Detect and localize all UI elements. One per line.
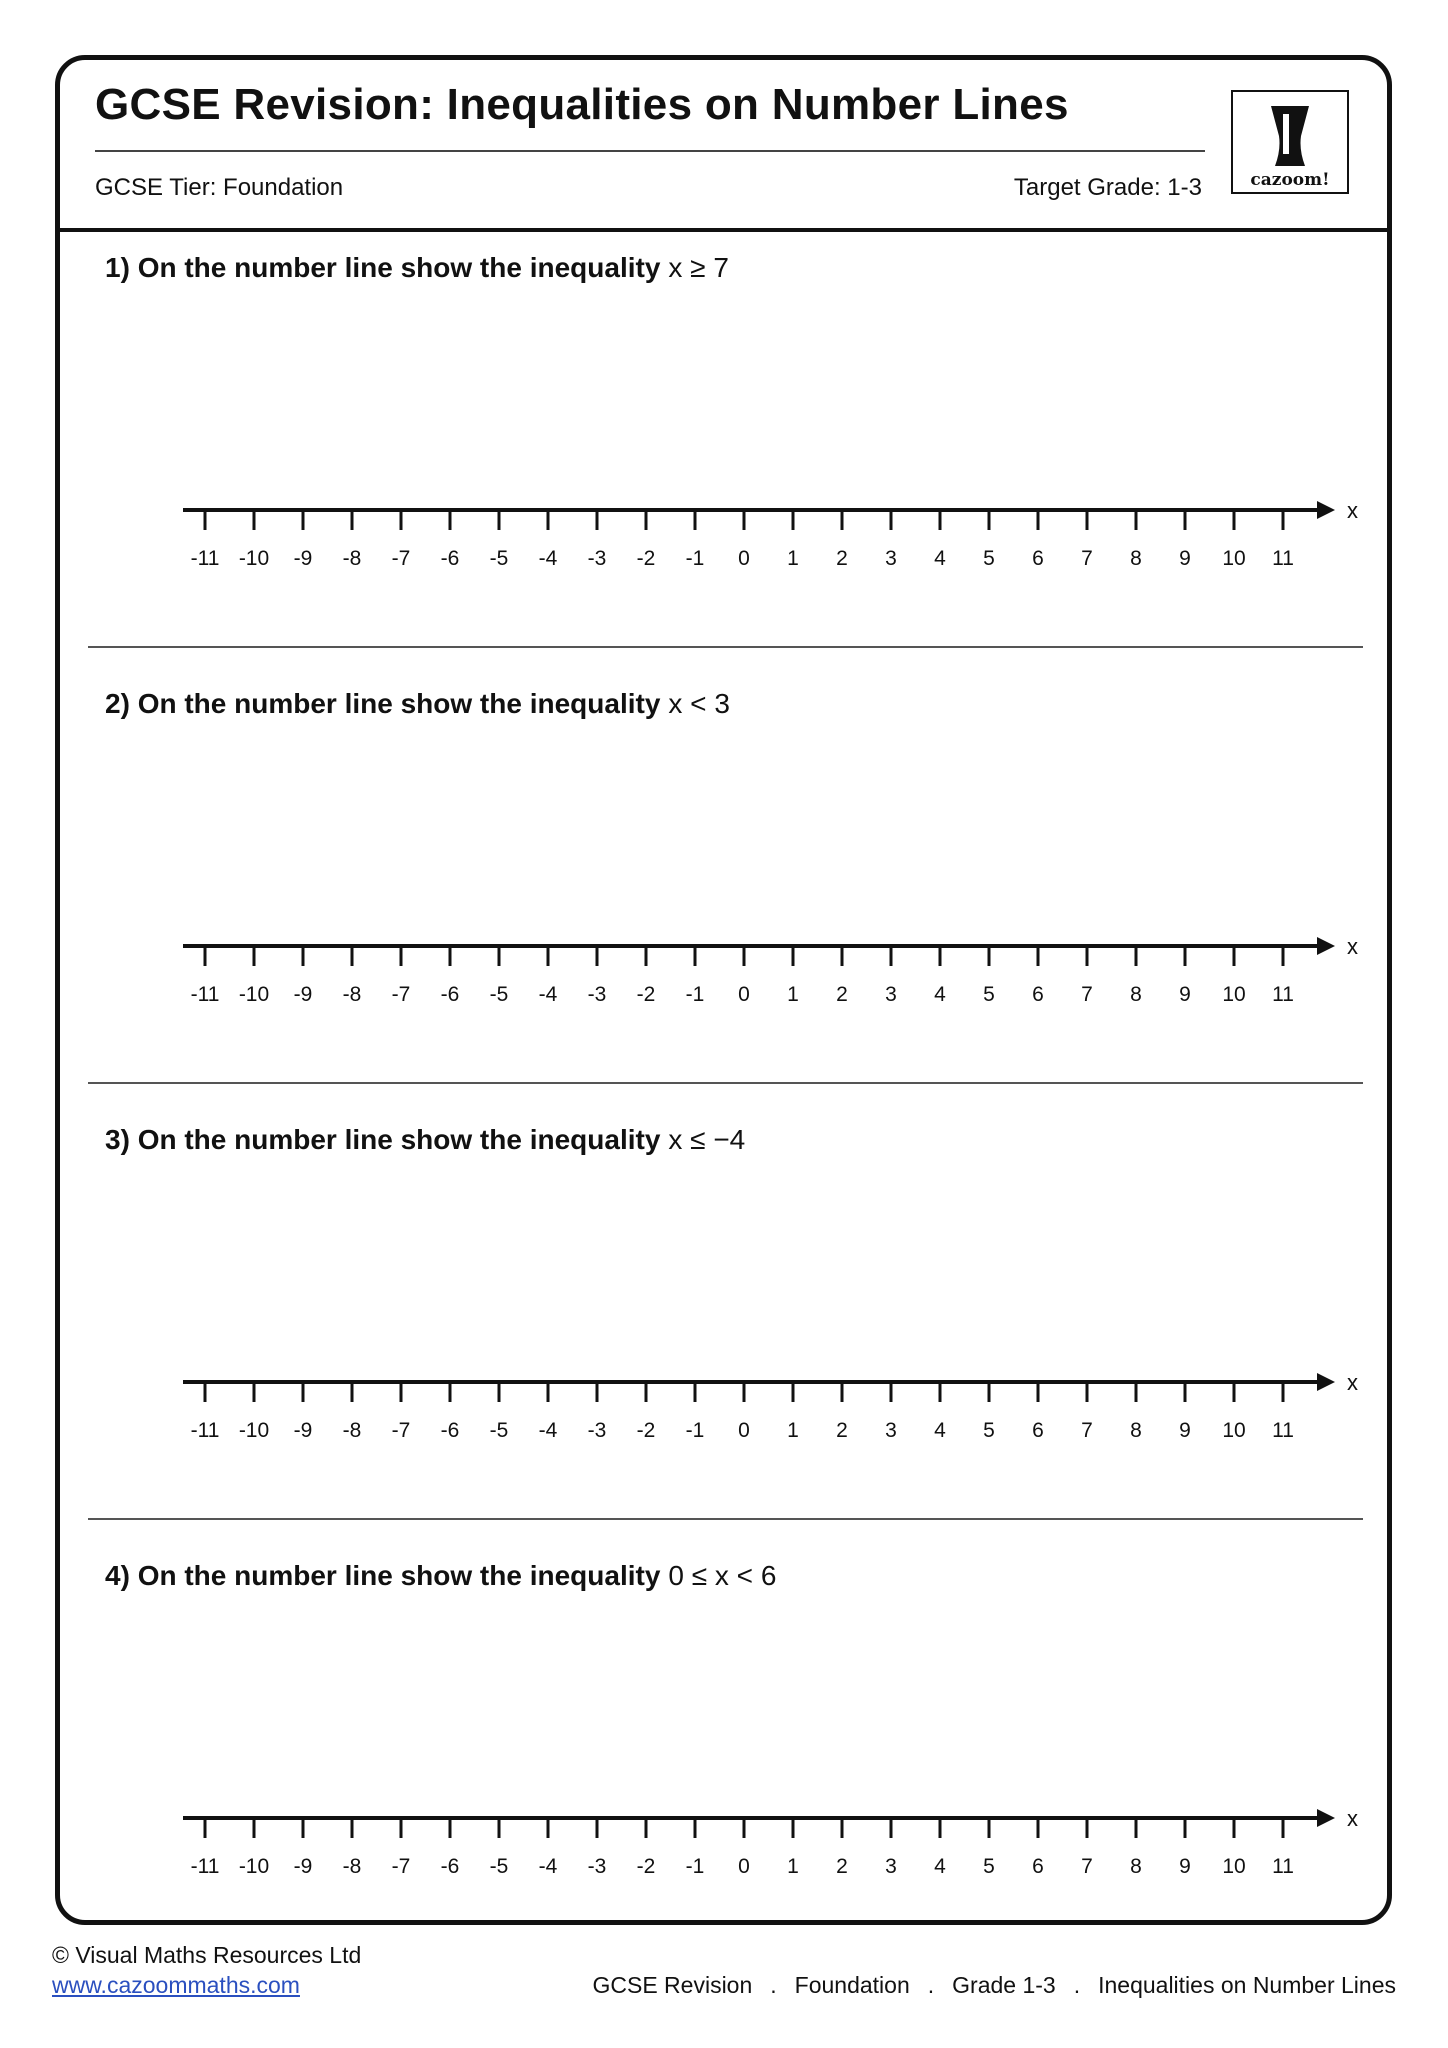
- number-line-tick-label: 5: [983, 547, 995, 570]
- number-line-tick-label: 1: [787, 1855, 799, 1878]
- question-number: 4): [105, 1560, 130, 1591]
- number-line-tick-label: 1: [787, 983, 799, 1006]
- number-line-tick-label: -4: [538, 983, 558, 1006]
- cazoom-logo: [1231, 90, 1349, 194]
- number-line-tick-label: -5: [489, 547, 509, 570]
- inequality-expression: x < 3: [668, 688, 730, 719]
- number-line-tick-label: 4: [934, 547, 946, 570]
- footer-separator: .: [1073, 1972, 1081, 1998]
- worksheet-header: [60, 60, 1387, 232]
- page-title: GCSE Revision: Inequalities on Number Lines: [95, 80, 1069, 129]
- number-line-tick-label: -8: [342, 1855, 362, 1878]
- question-number: 2): [105, 688, 130, 719]
- number-line-tick-label: -3: [587, 547, 607, 570]
- number-line-tick-label: 2: [836, 1855, 848, 1878]
- number-line-tick-label: 2: [836, 547, 848, 570]
- number-line-tick-label: 9: [1179, 1855, 1191, 1878]
- number-line-tick-label: 7: [1081, 1855, 1093, 1878]
- number-line-tick-label: 11: [1272, 547, 1294, 570]
- question-prompt: On the number line show the inequality: [137, 1124, 661, 1155]
- question-text: [105, 1124, 745, 1156]
- inequality-expression: x ≤ −4: [668, 1124, 746, 1155]
- number-line[interactable]: [95, 1800, 1360, 1880]
- footer-separator: .: [927, 1972, 935, 1998]
- number-line-variable-label: x: [1347, 1370, 1358, 1395]
- footer-breadcrumb: [592, 1972, 1396, 1999]
- number-line-tick-label: -11: [190, 1419, 220, 1442]
- number-line-tick-label: -2: [636, 1419, 656, 1442]
- number-line-tick-label: 2: [836, 983, 848, 1006]
- number-line-tick-label: -1: [685, 1419, 705, 1442]
- number-line-tick-label: -5: [489, 1419, 509, 1442]
- number-line[interactable]: [95, 1364, 1360, 1444]
- question-number: 1): [105, 252, 130, 283]
- number-line-tick-label: -3: [587, 1419, 607, 1442]
- number-line-tick-label: -11: [190, 1855, 220, 1878]
- question-prompt: On the number line show the inequality: [137, 252, 661, 283]
- question-divider: [88, 646, 1363, 648]
- question-prompt: On the number line show the inequality: [137, 688, 661, 719]
- number-line-tick-label: -4: [538, 1855, 558, 1878]
- number-line-tick-label: 3: [885, 983, 897, 1006]
- number-line-tick-label: -8: [342, 983, 362, 1006]
- number-line-tick-label: -3: [587, 1855, 607, 1878]
- footer-crumb: Inequalities on Number Lines: [1098, 1972, 1396, 1998]
- number-line-arrow: [1317, 501, 1335, 519]
- svg-text:cazoom!: cazoom!: [1250, 170, 1330, 190]
- inequality-expression: 0 ≤ x < 6: [668, 1560, 777, 1591]
- number-line-tick-label: -6: [440, 983, 460, 1006]
- number-line-tick-label: -5: [489, 983, 509, 1006]
- header-rule: [95, 150, 1205, 152]
- number-line-tick-label: 8: [1130, 1855, 1142, 1878]
- number-line-tick-label: -9: [293, 547, 313, 570]
- number-line-tick-label: -2: [636, 983, 656, 1006]
- tier-label: GCSE Tier: Foundation: [95, 174, 344, 201]
- number-line-tick-label: 10: [1222, 547, 1246, 570]
- number-line-tick-label: -10: [238, 547, 270, 570]
- number-line-tick-label: 11: [1272, 1419, 1294, 1442]
- number-line-tick-label: 6: [1032, 983, 1044, 1006]
- number-line-variable-label: x: [1347, 1806, 1358, 1831]
- question-text: [105, 688, 730, 720]
- cazoom-drum-logo-icon: [1233, 92, 1347, 192]
- footer-crumb: GCSE Revision: [592, 1972, 753, 1998]
- number-line-tick-label: -1: [685, 547, 705, 570]
- number-line-tick-label: 0: [738, 547, 750, 570]
- number-line-tick-label: -6: [440, 547, 460, 570]
- number-line-variable-label: x: [1347, 934, 1358, 959]
- number-line-tick-label: 5: [983, 983, 995, 1006]
- question-text: [105, 252, 729, 284]
- number-line-tick-label: -9: [293, 1855, 313, 1878]
- number-line-tick-label: 4: [934, 983, 946, 1006]
- question-divider: [88, 1518, 1363, 1520]
- inequality-expression: x ≥ 7: [668, 252, 729, 283]
- number-line-tick-label: 10: [1222, 1419, 1246, 1442]
- number-line-tick-label: 11: [1272, 1855, 1294, 1878]
- question-prompt: On the number line show the inequality: [137, 1560, 661, 1591]
- number-line-tick-label: -4: [538, 1419, 558, 1442]
- number-line-tick-label: -11: [190, 983, 220, 1006]
- footer-crumb: Foundation: [794, 1972, 910, 1998]
- footer-separator: .: [770, 1972, 777, 1998]
- number-line-tick-label: 8: [1130, 983, 1142, 1006]
- number-line-tick-label: 1: [787, 547, 799, 570]
- question-number: 3): [105, 1124, 130, 1155]
- number-line[interactable]: [95, 928, 1360, 1008]
- number-line-tick-label: -10: [238, 983, 270, 1006]
- question-text: [105, 1560, 776, 1592]
- number-line-tick-label: -1: [685, 983, 705, 1006]
- number-line-tick-label: 3: [885, 1419, 897, 1442]
- number-line-tick-label: 6: [1032, 547, 1044, 570]
- number-line-tick-label: -6: [440, 1855, 460, 1878]
- number-line-tick-label: 9: [1179, 547, 1191, 570]
- number-line-tick-label: -10: [238, 1855, 270, 1878]
- number-line-tick-label: -7: [391, 1419, 411, 1442]
- number-line-tick-label: 6: [1032, 1419, 1044, 1442]
- number-line-tick-label: -8: [342, 1419, 362, 1442]
- number-line-tick-label: 0: [738, 983, 750, 1006]
- number-line-tick-label: -5: [489, 1855, 509, 1878]
- number-line-tick-label: 7: [1081, 547, 1093, 570]
- number-line-tick-label: 2: [836, 1419, 848, 1442]
- number-line-tick-label: -7: [391, 983, 411, 1006]
- number-line-tick-label: -9: [293, 1419, 313, 1442]
- footer-website-link[interactable]: www.cazoommaths.com: [52, 1972, 300, 1998]
- worksheet-frame: [55, 55, 1392, 1925]
- number-line-tick-label: -4: [538, 547, 558, 570]
- number-line-tick-label: 9: [1179, 983, 1191, 1006]
- number-line-tick-label: 0: [738, 1419, 750, 1442]
- number-line-tick-label: 4: [934, 1855, 946, 1878]
- number-line-tick-label: -6: [440, 1419, 460, 1442]
- number-line-tick-label: -9: [293, 983, 313, 1006]
- number-line-tick-label: -2: [636, 547, 656, 570]
- number-line-tick-label: 9: [1179, 1419, 1191, 1442]
- number-line-arrow: [1317, 1809, 1335, 1827]
- number-line-tick-label: -8: [342, 547, 362, 570]
- number-line-tick-label: 5: [983, 1419, 995, 1442]
- number-line-tick-label: -10: [238, 1419, 270, 1442]
- number-line-tick-label: 10: [1222, 1855, 1246, 1878]
- number-line-tick-label: -7: [391, 1855, 411, 1878]
- number-line-tick-label: 1: [787, 1419, 799, 1442]
- number-line-tick-label: -7: [391, 547, 411, 570]
- number-line-tick-label: 7: [1081, 983, 1093, 1006]
- number-line-tick-label: 5: [983, 1855, 995, 1878]
- number-line-tick-label: 7: [1081, 1419, 1093, 1442]
- target-grade-label: Target Grade: 1-3: [1013, 174, 1202, 201]
- number-line-tick-label: 6: [1032, 1855, 1044, 1878]
- number-line-tick-label: 3: [885, 547, 897, 570]
- footer-crumb: Grade 1-3: [952, 1972, 1056, 1998]
- number-line-tick-label: 0: [738, 1855, 750, 1878]
- number-line-variable-label: x: [1347, 498, 1358, 523]
- number-line-tick-label: -2: [636, 1855, 656, 1878]
- question-divider: [88, 1082, 1363, 1084]
- number-line-arrow: [1317, 1373, 1335, 1391]
- number-line-tick-label: 8: [1130, 1419, 1142, 1442]
- number-line-tick-label: 4: [934, 1419, 946, 1442]
- number-line-arrow: [1317, 937, 1335, 955]
- footer-copyright: © Visual Maths Resources Ltd: [52, 1942, 362, 1968]
- number-line-tick-label: -3: [587, 983, 607, 1006]
- number-line-tick-label: 8: [1130, 547, 1142, 570]
- number-line-tick-label: 10: [1222, 983, 1246, 1006]
- number-line-tick-label: -1: [685, 1855, 705, 1878]
- number-line-tick-label: 11: [1272, 983, 1294, 1006]
- number-line-tick-label: -11: [190, 547, 220, 570]
- number-line[interactable]: [95, 492, 1360, 572]
- number-line-tick-label: 3: [885, 1855, 897, 1878]
